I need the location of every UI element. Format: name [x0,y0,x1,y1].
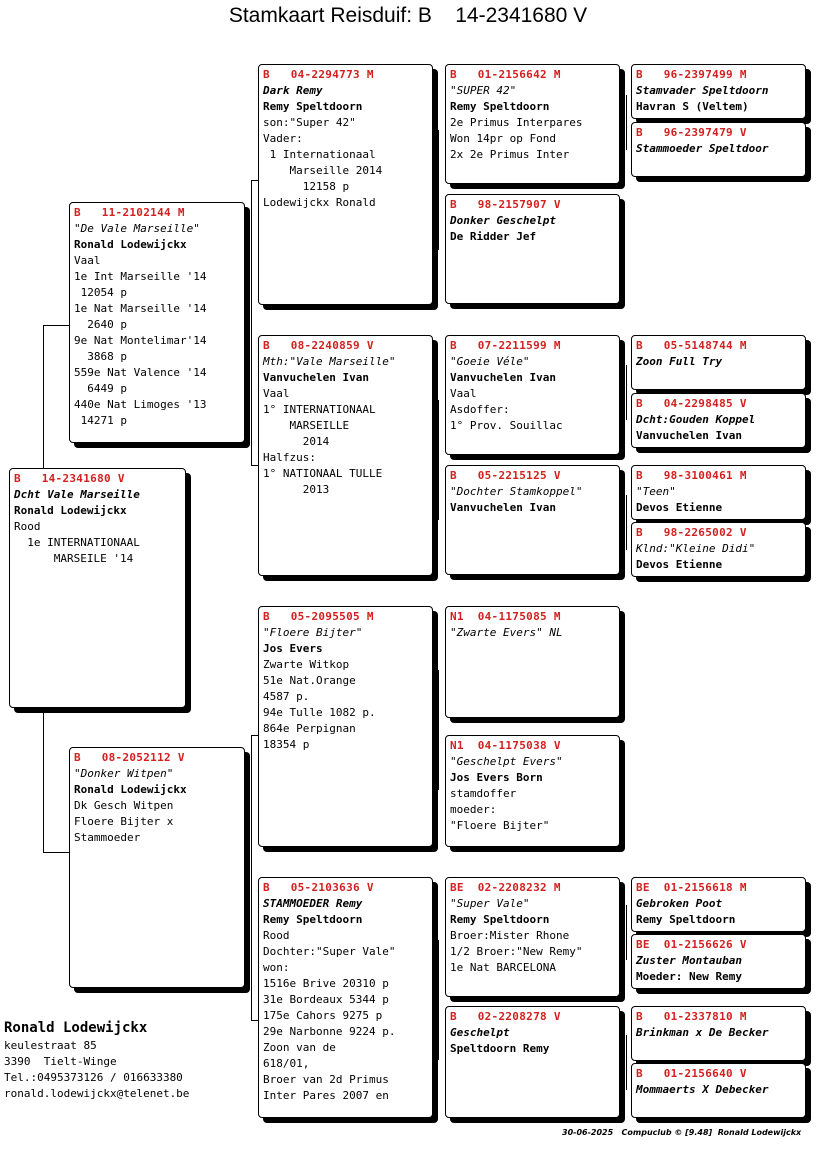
pigeon-card-gggp-1 [631,64,806,119]
ring-number: B 01-2337810 M [636,1010,747,1023]
card-line: Remy Speltdoorn [263,100,363,113]
connector-line [438,400,439,520]
card-line: Zoon Full Try [636,355,723,368]
ring-number: B 04-2298485 V [636,397,747,410]
owner-info [4,1018,189,1102]
card-line: Dk Gesch Witpen [74,799,174,812]
card-line: "De Vale Marseille" [74,222,200,235]
card-line: 1516e Brive 20310 p [263,977,389,990]
card-line: Broer:Mister Rhone [450,929,570,942]
card-line: De Ridder Jef [450,230,537,243]
connector-line [626,365,627,420]
card-line: Vaal [450,387,477,400]
ring-number: BE 01-2156618 M [636,881,747,894]
pigeon-card-gggp-8 [631,934,806,989]
card-line: 1/2 Broer:"New Remy" [450,945,583,958]
card-line: Donker Geschelpt [450,214,556,227]
card-line: 4587 p. [263,690,310,703]
ring-number: B 05-2215125 V [450,469,561,482]
ring-number: BE 01-2156626 V [636,938,747,951]
ring-number: B 05-2095505 M [263,610,374,623]
footer-text: 30-06-2025 Compuclub © [9.48] Ronald Lodewijckx [562,1128,802,1137]
card-line: Dochter:"Super Vale" [263,945,396,958]
ring-number: B 02-2208278 V [450,1010,561,1023]
pigeon-card-ggp-6 [445,735,620,847]
card-line: 175e Cahors 9275 p [263,1009,383,1022]
ring-number: B 04-2294773 M [263,68,374,81]
pigeon-card-father [69,202,245,443]
owner-name: Ronald Lodewijckx [4,1020,148,1036]
connector-line [43,325,70,326]
pigeon-card-mother [69,747,245,988]
owner-email: ronald.lodewijckx@telenet.be [4,1087,190,1100]
card-line: "SUPER 42" [450,84,517,97]
card-line: 2014 [263,435,330,448]
card-line: 9e Nat Montelimar'14 [74,334,207,347]
card-line: Brinkman x De Becker [636,1026,769,1039]
owner-address: keulestraat 85 [4,1039,97,1052]
pigeon-card-ggp-8 [445,1006,620,1118]
card-line: 1e INTERNATIONAAL [14,536,140,549]
connector-line [626,905,627,960]
ring-number: B 98-2265002 V [636,526,747,539]
card-line: Zuster Montauban [636,954,742,967]
card-line: 1° Prov. Souillac [450,419,563,432]
card-line: 18354 p [263,738,310,751]
card-line: Stammoeder Speltdoor [636,142,769,155]
connector-line [626,495,627,550]
ring-number: B 01-2156642 M [450,68,561,81]
card-line: Stammoeder [74,831,141,844]
pigeon-card-gggp-9 [631,1006,806,1061]
pigeon-card-gggp-6 [631,522,806,577]
connector-line [438,130,439,250]
pigeon-card-gggp-7 [631,877,806,932]
ring-number: B 05-5148744 M [636,339,747,352]
pigeon-card-ggp-7 [445,877,620,997]
ring-number: B 08-2240859 V [263,339,374,352]
pigeon-card-paternal-grandfather [258,64,433,305]
connector-line [251,735,252,1020]
card-line: Won 14pr op Fond [450,132,556,145]
connector-line [626,1035,627,1090]
card-line: Dcht Vale Marseille [14,488,140,501]
card-line: Vanvuchelen Ivan [450,501,556,514]
card-line: 31e Bordeaux 5344 p [263,993,389,1006]
card-line: 1e Int Marseille '14 [74,270,207,283]
card-line: Ronald Lodewijckx [74,783,187,796]
card-line: Gebroken Poot [636,897,723,910]
card-line: "Super Vale" [450,897,530,910]
card-line: MARSEILE '14 [14,552,134,565]
connector-line [438,670,439,790]
card-line: 2e Primus Interpares [450,116,583,129]
card-line: Zwarte Witkop [263,658,350,671]
pigeon-card-ggp-1 [445,64,620,184]
card-line: 2640 p [74,318,127,331]
pigeon-card-ggp-2 [445,194,620,304]
card-line: Ronald Lodewijckx [14,504,127,517]
card-line: 29e Narbonne 9224 p. [263,1025,396,1038]
card-line: Geschelpt [450,1026,510,1039]
owner-phone: Tel.:0495373126 / 016633380 [4,1071,183,1084]
card-line: Moeder: New Remy [636,970,742,983]
card-line: Vanvuchelen Ivan [263,371,369,384]
card-line: Vanvuchelen Ivan [450,371,556,384]
card-line: Speltdoorn Remy [450,1042,550,1055]
card-line: Vaal [263,387,290,400]
card-line: 440e Nat Limoges '13 [74,398,207,411]
card-line: Vanvuchelen Ivan [636,429,742,442]
ring-number: BE 02-2208232 M [450,881,561,894]
card-line: "Floere Bijter" [263,626,363,639]
ring-number: B 14-2341680 V [14,472,125,485]
connector-line [251,180,252,465]
card-line: Remy Speltdoorn [450,913,550,926]
card-line: Lodewijckx Ronald [263,196,376,209]
card-line: Asdoffer: [450,403,510,416]
card-line: 3868 p [74,350,127,363]
page-title: Stamkaart Reisduif: B 14-2341680 V [228,4,588,27]
ring-number: B 01-2156640 V [636,1067,747,1080]
ring-number: B 08-2052112 V [74,751,185,764]
card-line: 864e Perpignan [263,722,356,735]
connector-line [43,852,70,853]
card-line: Devos Etienne [636,558,723,571]
pigeon-card-gggp-5 [631,465,806,520]
pigeon-card-ggp-4 [445,465,620,575]
card-line: 559e Nat Valence '14 [74,366,207,379]
connector-line [43,712,44,852]
pigeon-card-ggp-5 [445,606,620,718]
ring-number: B 05-2103636 V [263,881,374,894]
pigeon-card-maternal-grandmother [258,877,433,1118]
card-line: 1° INTERNATIONAAL [263,403,376,416]
card-line: 1e Nat Marseille '14 [74,302,207,315]
connector-line [438,940,439,1060]
card-line: 51e Nat.Orange [263,674,356,687]
ring-number: B 11-2102144 M [74,206,185,219]
card-line: Havran S (Veltem) [636,100,749,113]
card-line: Vader: [263,132,303,145]
card-line: 618/01, [263,1057,310,1070]
card-line: "Geschelpt Evers" [450,755,563,768]
card-line: Marseille 2014 [263,164,383,177]
connector-line [626,95,627,150]
card-line: "Teen" [636,485,676,498]
card-line: Remy Speltdoorn [450,100,550,113]
connector-line [43,325,44,468]
card-line: Stamvader Speltdoorn [636,84,769,97]
card-line: won: [263,961,290,974]
card-line: 14271 p [74,414,127,427]
pigeon-card-gggp-10 [631,1063,806,1118]
card-line: "Dochter Stamkoppel" [450,485,583,498]
card-line: 94e Tulle 1082 p. [263,706,376,719]
owner-city: 3390 Tielt-Winge [4,1055,117,1068]
card-line: Jos Evers [263,642,323,655]
card-line: Dcht:Gouden Koppel [636,413,756,426]
card-line: Rood [263,929,290,942]
ring-number: N1 04-1175085 M [450,610,561,623]
pigeon-card-gggp-4 [631,393,806,448]
card-line: STAMMOEDER Remy [263,897,363,910]
ring-number: N1 04-1175038 V [450,739,561,752]
card-line: Klnd:"Kleine Didi" [636,542,756,555]
card-line: 2x 2e Primus Inter [450,148,570,161]
card-line: Rood [14,520,41,533]
card-line: Mommaerts X Debecker [636,1083,769,1096]
ring-number: B 98-2157907 V [450,198,561,211]
card-line: moeder: [450,803,497,816]
card-line: Zoon van de [263,1041,336,1054]
pigeon-card-paternal-grandmother [258,335,433,576]
pigeon-card-maternal-grandfather [258,606,433,847]
pigeon-card-subject [9,468,186,708]
card-line: Broer van 2d Primus [263,1073,389,1086]
card-line: 1 Internationaal [263,148,376,161]
card-line: "Zwarte Evers" NL [450,626,563,639]
card-line: Vaal [74,254,101,267]
card-line: Remy Speltdoorn [263,913,363,926]
card-line: "Floere Bijter" [450,819,550,832]
card-line: stamdoffer [450,787,517,800]
card-line: Inter Pares 2007 en [263,1089,389,1102]
card-line: "Goeie Véle" [450,355,530,368]
ring-number: B 98-3100461 M [636,469,747,482]
card-line: son:"Super 42" [263,116,356,129]
pigeon-card-gggp-2 [631,122,806,177]
card-line: Floere Bijter x [74,815,174,828]
ring-number: B 07-2211599 M [450,339,561,352]
pigeon-card-ggp-3 [445,335,620,455]
card-line: Halfzus: [263,451,316,464]
card-line: Dark Remy [263,84,323,97]
pigeon-card-gggp-3 [631,335,806,390]
ring-number: B 96-2397479 V [636,126,747,139]
card-line: MARSEILLE [263,419,350,432]
card-line: Devos Etienne [636,501,723,514]
card-line: Jos Evers Born [450,771,543,784]
card-line: Ronald Lodewijckx [74,238,187,251]
card-line: Mth:"Vale Marseille" [263,355,396,368]
ring-number: B 96-2397499 M [636,68,747,81]
card-line: 2013 [263,483,330,496]
card-line: 12054 p [74,286,127,299]
card-line: Remy Speltdoorn [636,913,736,926]
card-line: 1° NATIONAAL TULLE [263,467,383,480]
card-line: "Donker Witpen" [74,767,174,780]
card-line: 12158 p [263,180,350,193]
card-line: 1e Nat BARCELONA [450,961,556,974]
card-line: 6449 p [74,382,127,395]
